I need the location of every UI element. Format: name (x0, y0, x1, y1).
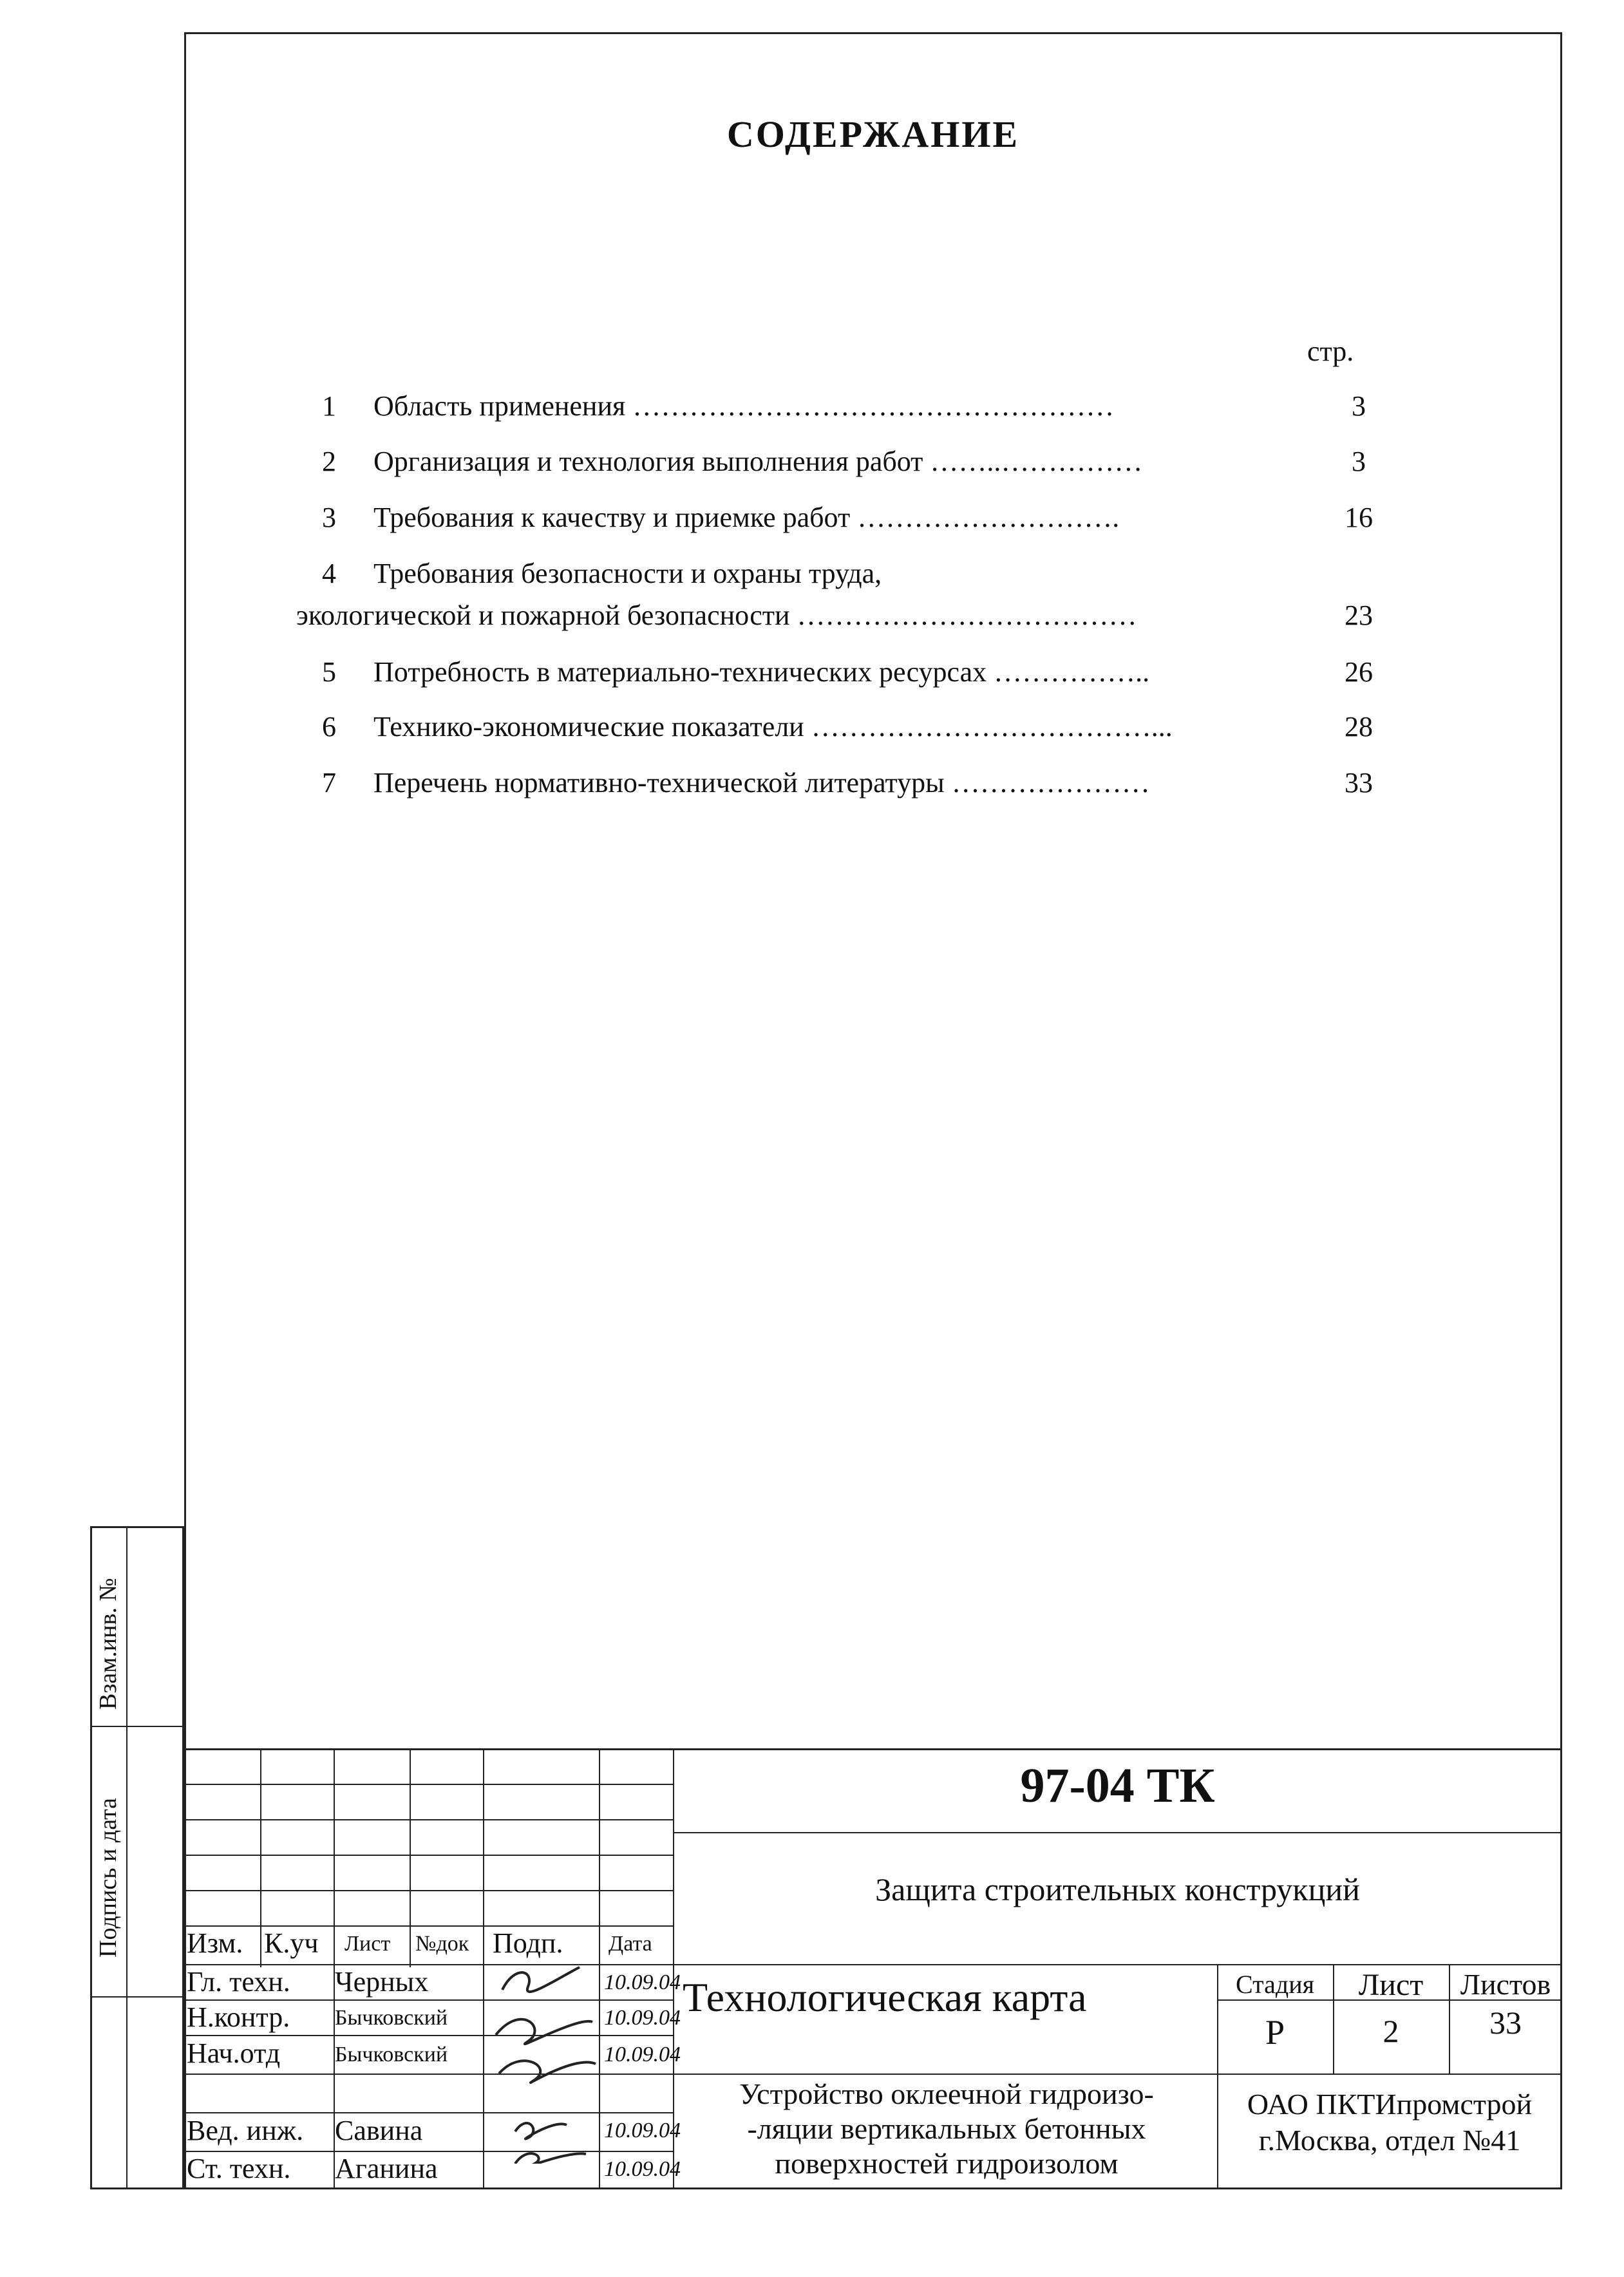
name-chief-tech: Черных (335, 1966, 429, 1998)
signature-date-label: Подпись и дата (95, 1797, 122, 1958)
toc-page: 28 (1345, 711, 1373, 742)
col-list: Лист (345, 1932, 391, 1956)
date-chief-tech: 10.09.04 (604, 1970, 681, 1994)
toc-page: 16 (1345, 502, 1373, 533)
toc-number: 4 (322, 558, 336, 589)
toc-text: Требования безопасности и охраны труда, (373, 558, 882, 589)
handwritten-signatures (489, 1958, 599, 2164)
toc-text: Организация и технология выполнения работ ……..…………… (373, 446, 1143, 477)
name-lead-engineer: Савина (335, 2115, 423, 2146)
toc-page: 3 (1352, 390, 1366, 422)
col-izm: Изм. (187, 1927, 243, 1959)
toc-number: 5 (322, 656, 336, 688)
stage-value: Р (1265, 2013, 1285, 2052)
toc-number: 1 (322, 390, 336, 422)
date-senior-tech: 10.09.04 (604, 2157, 681, 2181)
name-dept-head: Бычковский (335, 2043, 448, 2066)
sheets-value: 33 (1489, 2005, 1522, 2041)
document-description: Устройство оклеечной гидроизо- -ляции вертикальных бетонных поверхностей гидроизолом (739, 2077, 1154, 2180)
toc-text: Требования к качеству и приемке работ ………………………. (373, 502, 1120, 533)
page-title: СОДЕРЖАНИЕ (726, 113, 1020, 155)
role-lead-engineer: Вед. инж. (187, 2115, 304, 2146)
toc-text: Потребность в материально-технических ресурсах …………….. (373, 656, 1150, 688)
date-norm-control: 10.09.04 (604, 2006, 681, 2030)
col-kuch: К.уч (264, 1927, 319, 1959)
toc-number: 3 (322, 502, 336, 533)
role-senior-tech: Ст. техн. (187, 2153, 291, 2184)
date-lead-engineer: 10.09.04 (604, 2119, 681, 2142)
toc-page: 33 (1345, 767, 1373, 798)
col-data: Дата (609, 1932, 652, 1956)
role-chief-tech: Гл. техн. (187, 1966, 290, 1998)
toc-text: Перечень нормативно-технической литературы ………………… (373, 767, 1150, 798)
name-senior-tech: Аганина (335, 2153, 438, 2184)
name-norm-control: Бычковский (335, 2006, 448, 2030)
toc-number: 6 (322, 711, 336, 742)
toc-number: 2 (322, 446, 336, 477)
toc-number: 7 (322, 767, 336, 798)
toc-text: Область применения …………………………………………… (373, 390, 1115, 422)
organization: ОАО ПКТИпромстрой г.Москва, отдел №41 (1247, 2088, 1533, 2157)
document-type: Технологическая карта (683, 1974, 1087, 2020)
toc-page: 3 (1352, 446, 1366, 477)
toc-page: 26 (1345, 656, 1373, 688)
page-column-header: стр. (1307, 335, 1354, 367)
col-ndok: №док (415, 1932, 469, 1956)
sheet-label: Лист (1358, 1968, 1424, 2002)
document-code: 97-04 ТК (1020, 1759, 1215, 1813)
toc-page: 23 (1345, 600, 1373, 631)
sheets-label: Листов (1460, 1968, 1551, 2001)
replace-inventory-label: Взам.инв. № (95, 1578, 122, 1710)
role-norm-control: Н.контр. (187, 2001, 290, 2033)
col-podp: Подп. (493, 1927, 563, 1959)
sheet-value: 2 (1383, 2013, 1399, 2049)
document-subject: Защита строительных конструкций (875, 1871, 1360, 1907)
stage-label: Стадия (1235, 1970, 1315, 1999)
date-dept-head: 10.09.04 (604, 2043, 681, 2066)
role-dept-head: Нач.отд (187, 2037, 281, 2069)
toc-text: экологической и пожарной безопасности ……………………………… (296, 600, 1137, 631)
toc-text: Технико-экономические показатели ………………………………... (373, 711, 1173, 742)
